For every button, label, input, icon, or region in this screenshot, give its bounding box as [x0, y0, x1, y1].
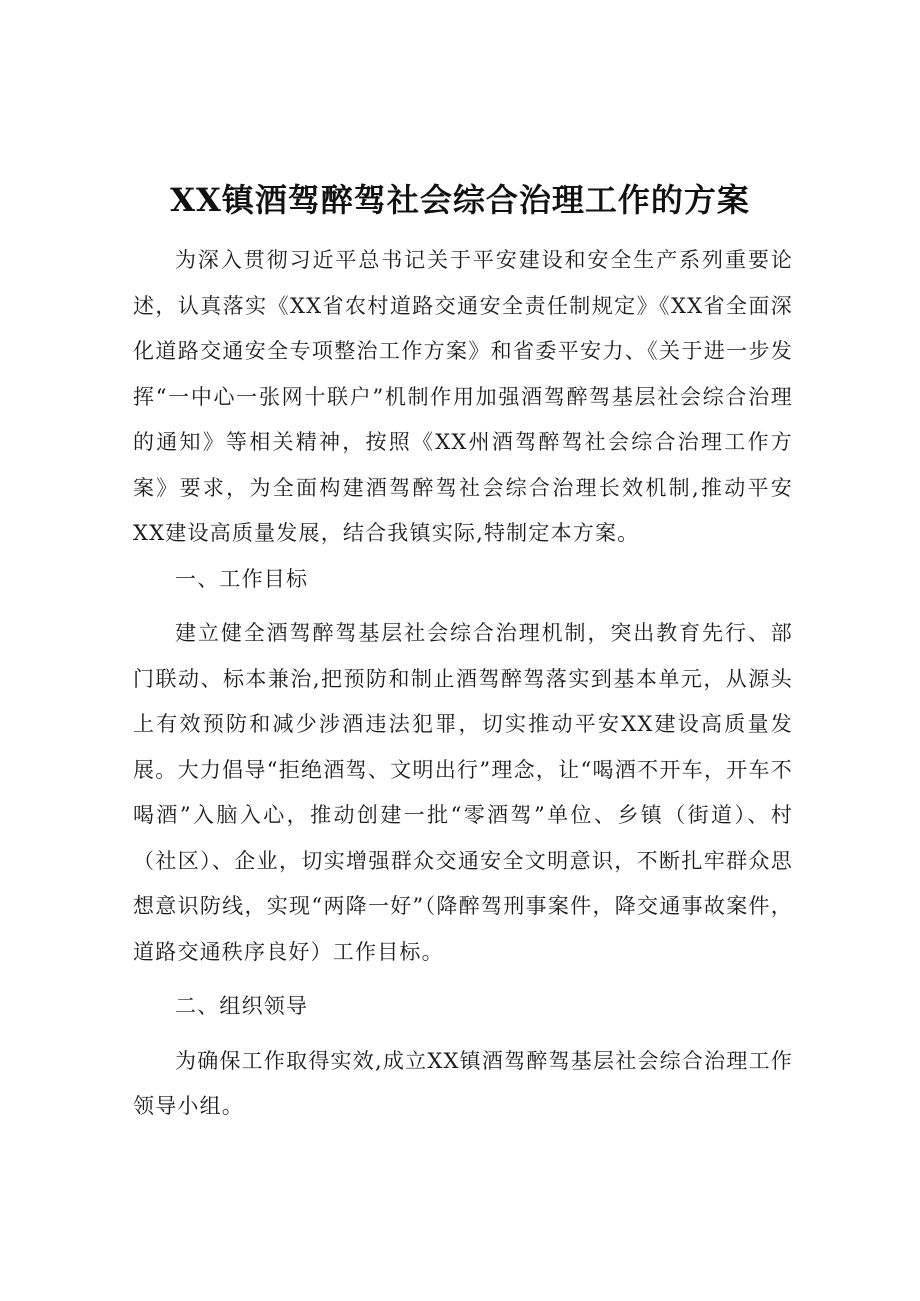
intro-paragraph: 为深入贯彻习近平总书记关于平安建设和安全生产系列重要论述，认真落实《XX省农村道路交通安全责任制规定》《XX省全面深化道路交通安全专项整治工作方案》和省委平安力、《关于进一步发挥“一中心一张网十联户”机制作用加强酒驾醉驾基层社会综合治理的通知》等相关精神，按照《XX州酒驾醉驾社会综合治理工作方案》要求，为全面构建酒驾醉驾社会综合治理长效机制,推动平安XX建设高质量发展，结合我镇实际,特制定本方案。 — [133, 248, 793, 545]
document-body — [133, 238, 793, 1130]
document-title: XX镇酒驾醉驾社会综合治理工作的方案 — [170, 181, 750, 219]
section-heading-organization: 二、组织领导 — [175, 994, 309, 1018]
goals-paragraph: 建立健全酒驾醉驾基层社会综合治理机制，突出教育先行、部门联动、标本兼治,把预防和制止酒驾醉驾落实到基本单元，从源头上有效预防和减少涉酒违法犯罪，切实推动平安XX建设高质量发展。大力倡导“拒绝酒驾、文明出行”理念，让“喝酒不开车，开车不喝酒”入脑入心，推动创建一批“零酒驾”单位、乡镇（街道）、村（社区）、企业，切实增强群众交通安全文明意识，不断扎牢群众思想意识防线，实现“两降一好”（降醉驾刑事案件，降交通事故案件，道路交通秩序良好）工作目标。 — [133, 621, 793, 964]
organization-paragraph: 为确保工作取得实效,成立XX镇酒驾醉驾基层社会综合治理工作领导小组。 — [133, 1048, 793, 1118]
section-heading-goals: 一、工作目标 — [175, 566, 309, 591]
